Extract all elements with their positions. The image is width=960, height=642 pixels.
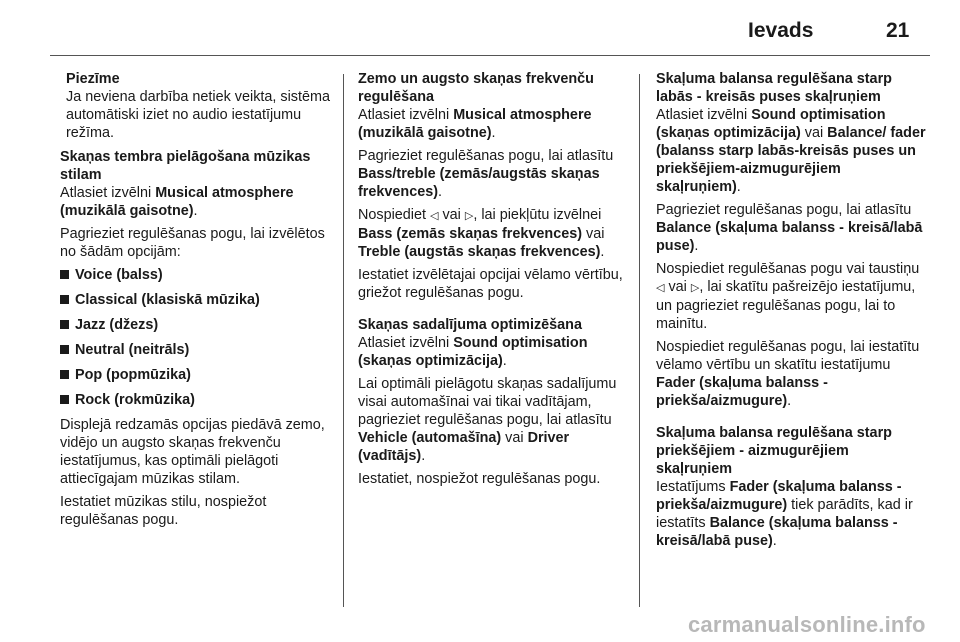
triangle-left-icon: ◁	[656, 282, 665, 294]
watermark: carmanualsonline.info	[688, 612, 926, 637]
section-title-front-rear-balance: Skaļuma balansa regulēšana starp priekšējiem - aizmugurējiem skaļruņiem	[656, 425, 892, 477]
page-number: 21	[886, 19, 910, 42]
menu-name: Balance (skaļuma balanss - kreisā/labā puse)	[656, 220, 923, 254]
text: .	[600, 244, 605, 260]
note-title: Piezīme	[66, 71, 120, 87]
text: .	[193, 203, 198, 219]
paragraph	[358, 334, 633, 370]
option-label: Jazz (džezs)	[75, 317, 159, 333]
paragraph	[60, 184, 336, 220]
paragraph	[656, 106, 926, 196]
paragraph	[358, 375, 633, 465]
text: Iestatījums	[656, 479, 730, 495]
list-item	[60, 341, 336, 359]
list-item	[60, 366, 336, 384]
list-item	[60, 291, 336, 309]
text: .	[772, 533, 777, 549]
text: Atlasiet izvēlni	[60, 185, 156, 201]
text: Pagrieziet regulēšanas pogu, lai atlasītu	[358, 148, 614, 164]
menu-name: Bass/treble (zemās/augstās skaņas frekvences)	[358, 166, 600, 200]
menu-name: Vehicle (automašīna)	[358, 430, 502, 446]
text: .	[502, 353, 507, 369]
menu-name: Musical atmosphere (muzikālā gaisotne)	[60, 185, 294, 219]
text: .	[421, 448, 426, 464]
text: .	[787, 393, 792, 409]
paragraph	[656, 201, 926, 255]
text: .	[491, 125, 496, 141]
text: vai	[501, 430, 528, 446]
menu-name: Sound optimisation (skaņas optimizācija)	[656, 107, 886, 141]
options-list	[60, 266, 336, 409]
triangle-right-icon: ▷	[690, 282, 700, 294]
list-item	[60, 266, 336, 284]
text: Nospiediet	[358, 207, 430, 223]
paragraph	[358, 147, 633, 201]
square-bullet-icon	[60, 370, 69, 379]
text: Nospiediet regulēšanas pogu, lai iestatītu vēlamo vērtību un skatītu iestatījumu	[656, 339, 920, 373]
square-bullet-icon	[60, 395, 69, 404]
text: Atlasiet izvēlni	[358, 335, 454, 351]
section-title-left-right-balance: Skaļuma balansa regulēšana starp labās - kreisās puses skaļruņiem	[656, 71, 892, 105]
text: vai	[664, 279, 691, 295]
menu-name: Fader (skaļuma balanss - priekša/aizmugure)	[656, 479, 902, 513]
triangle-left-icon: ◁	[430, 210, 439, 222]
text: tiek parādīts, kad ir iestatīts	[656, 497, 913, 531]
menu-name: Balance/ fader (balanss starp labās-kreisās puses un priekšējiem-aizmugurējiem skaļruņiem)	[656, 125, 926, 195]
page-header-title: Ievads	[748, 19, 814, 42]
paragraph: Pagrieziet regulēšanas pogu, lai izvēlētos no šādām opcijām:	[60, 226, 325, 260]
paragraph: Iestatiet mūzikas stilu, nospiežot regulēšanas pogu.	[60, 494, 267, 528]
square-bullet-icon	[60, 270, 69, 279]
text: .	[694, 238, 699, 254]
text: vai	[582, 226, 605, 242]
text: .	[736, 179, 741, 195]
text: vai	[438, 207, 465, 223]
menu-name: Musical atmosphere (muzikālā gaisotne)	[358, 107, 592, 141]
text: vai	[800, 125, 828, 141]
column-1	[60, 70, 336, 534]
menu-name: Fader (skaļuma balanss - priekša/aizmugure)	[656, 375, 828, 409]
paragraph	[358, 206, 633, 261]
text: , lai piekļūtu izvēlnei	[473, 207, 602, 223]
list-item	[60, 391, 336, 409]
option-label: Rock (rokmūzika)	[75, 392, 195, 408]
text: Atlasiet izvēlni	[656, 107, 752, 123]
section-title-music-style: Skaņas tembra pielāgošana mūzikas stilam	[60, 149, 311, 183]
option-label: Voice (balss)	[75, 267, 163, 283]
square-bullet-icon	[60, 320, 69, 329]
paragraph	[358, 106, 633, 142]
text: .	[438, 184, 442, 200]
list-item	[60, 316, 336, 334]
note-box	[60, 70, 336, 142]
header-rule	[50, 55, 930, 56]
menu-name: Bass (zemās skaņas frekvences)	[358, 226, 582, 242]
text: Lai optimāli pielāgotu skaņas sadalījumu visai automašīnai vai tikai vadītājam, pagrieziet regulēšanas pogu, lai atlasītu	[358, 376, 617, 428]
triangle-right-icon: ▷	[464, 210, 474, 222]
paragraph	[656, 338, 926, 410]
paragraph	[656, 478, 926, 550]
option-label: Pop (popmūzika)	[75, 367, 191, 383]
column-2	[358, 70, 633, 493]
square-bullet-icon	[60, 345, 69, 354]
section-title-sound-optimisation: Skaņas sadalījuma optimizēšana	[358, 317, 582, 333]
option-label: Classical (klasiskā mūzika)	[75, 292, 260, 308]
column-divider-2	[639, 74, 640, 607]
section-title-bass-treble: Zemo un augsto skaņas frekvenču regulēšana	[358, 71, 594, 105]
paragraph: Iestatiet, nospiežot regulēšanas pogu.	[358, 471, 601, 487]
menu-name: Treble (augstās skaņas frekvences)	[358, 244, 601, 260]
paragraph	[656, 260, 926, 333]
text: , lai skatītu pašreizējo iestatījumu, un pagrieziet regulēšanas pogu, lai to mainītu.	[656, 279, 916, 332]
text: Nospiediet regulēšanas pogu vai taustiņu	[656, 261, 920, 277]
column-divider-1	[343, 74, 344, 607]
paragraph: Displejā redzamās opcijas piedāvā zemo, vidējo un augsto skaņas frekvenču iestatījumus, kas optimāli pielāgoti attiecīgajam mūzikas stilam.	[60, 417, 325, 487]
menu-name: Sound optimisation (skaņas optimizācija)	[358, 335, 588, 369]
paragraph: Iestatiet izvēlētajai opcijai vēlamo vērtību, griežot regulēšanas pogu.	[358, 267, 623, 301]
menu-name: Balance (skaļuma balanss - kreisā/labā puse)	[656, 515, 898, 549]
text: Pagrieziet regulēšanas pogu, lai atlasītu	[656, 202, 912, 218]
option-label: Neutral (neitrāls)	[75, 342, 190, 358]
menu-name: Driver (vadītājs)	[358, 430, 570, 464]
square-bullet-icon	[60, 295, 69, 304]
text: Atlasiet izvēlni	[358, 107, 454, 123]
column-3	[656, 70, 926, 555]
note-text: Ja neviena darbība netiek veikta, sistēma automātiski iziet no audio iestatījumu režīma.	[66, 89, 330, 141]
